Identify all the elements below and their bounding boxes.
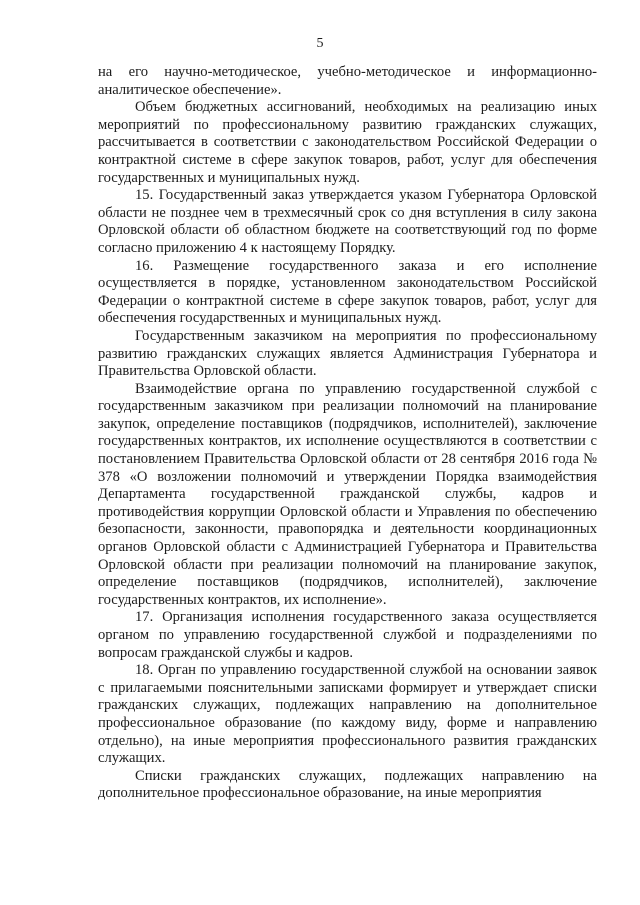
paragraph-state-customer: Государственным заказчиком на мероприятия по профессиональному развитию гражданских служащих является Администрация Губернатора и Правительства Орловской области. [98,327,597,380]
paragraph-budget-allocations: Объем бюджетных ассигнований, необходимых на реализацию иных мероприятий по профессиональному развитию гражданских служащих, рассчитывается в соответствии с законодательством Российской Федерации о контрактной системе в сфере закупок товаров, работ, услуг для обеспечения государственных и муниципальных нужд. [98,99,597,186]
document-body [98,64,597,803]
page-number: 5 [316,36,324,51]
paragraph-item-18: 18. Орган по управлению государственной службой на основании заявок с прилагаемыми пояснительными записками формирует и утверждает списки гражданских служащих, подлежащих направлению на дополнительное профессиональное образование (по каждому виду, форме и направлению отдельно), на иные мероприятия профессионального развития гражданских служащих. [98,662,597,767]
paragraph-continuation: на его научно-методическое, учебно-методическое и информационно-аналитическое обеспечение». [98,64,597,98]
paragraph-item-15: 15. Государственный заказ утверждается указом Губернатора Орловской области не позднее чем в трехмесячный срок со дня вступления в силу закона Орловской области об областном бюджете на соответствующий год по форме согласно приложению 4 к настоящему Порядку. [98,187,597,256]
paragraph-item-17: 17. Организация исполнения государственного заказа осуществляется органом по управлению государственной службой и подразделениями по вопросам гражданской службы и кадров. [98,609,597,661]
paragraph-interaction: Взаимодействие органа по управлению государственной службой с государственным заказчиком при реализации полномочий на планирование закупок, определение поставщиков (подрядчиков, исполнителей), заключение государственных контрактов, их исполнение осуществляются в соответствии с постановлением Правительства Орловской области от 28 сентября 2016 года № 378 «О возложении полномочий и утверждении Порядка взаимодействия Департамента государственной гражданской службы, кадров и противодействия коррупции Орловской области и Управления по обеспечению безопасности, законности, правопорядка и деятельности координационных органов Орловской области с Администрацией Губернатора и Правительства Орловской области при реализации полномочий на планирование закупок, определение поставщиков (подрядчиков, исполнителей), заключение государственных контрактов, их исполнение». [98,380,597,608]
paragraph-item-16: 16. Размещение государственного заказа и его исполнение осуществляется в порядке, установленном законодательством Российской Федерации о контрактной системе в сфере закупок товаров, работ, услуг для обеспечения государственных и муниципальных нужд. [98,257,597,327]
paragraph-lists: Списки гражданских служащих, подлежащих направлению на дополнительное профессиональное образование, на иные мероприятия [98,767,597,802]
